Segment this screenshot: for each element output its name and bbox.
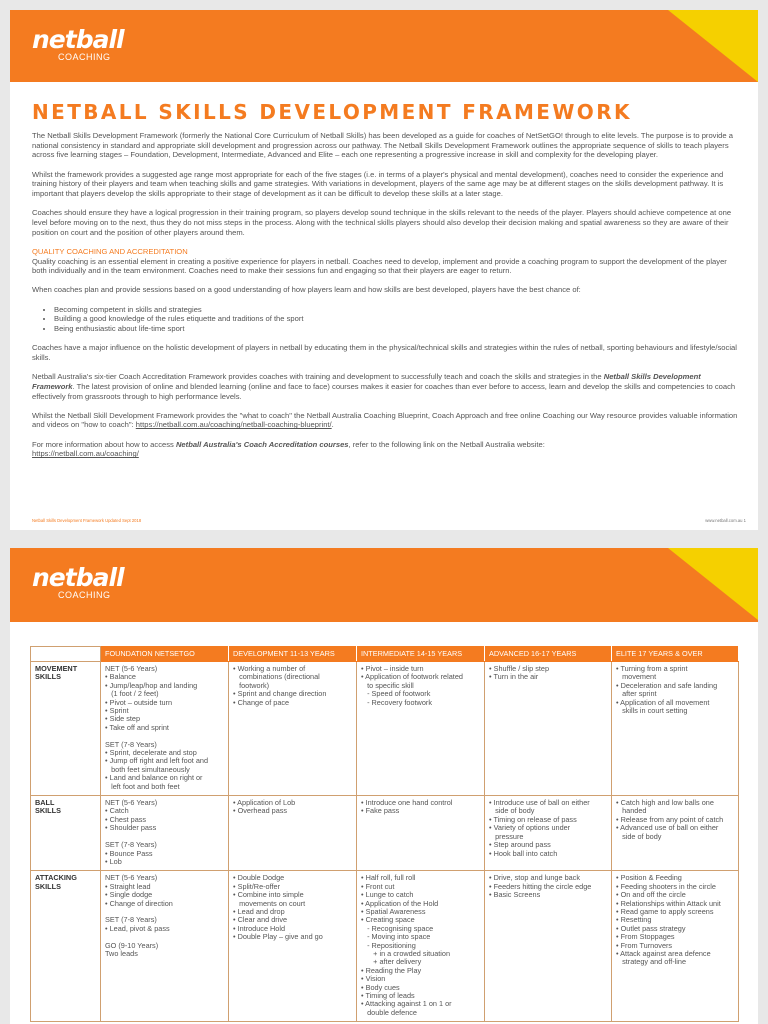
cell-text: skills in court setting xyxy=(616,706,688,716)
table-cell xyxy=(101,871,229,1022)
cell-text: - Recognising space xyxy=(361,923,434,933)
table-cell xyxy=(357,796,485,871)
cell-text: • Feeding shooters in the circle xyxy=(616,881,716,891)
netball-coaching-logo xyxy=(32,25,124,62)
text-span: . xyxy=(331,420,334,430)
row-header-text: BALL xyxy=(35,798,55,808)
cell-text: - Repositioning xyxy=(361,940,416,950)
cell-text: • On and off the circle xyxy=(616,890,686,900)
cell-text: • Advanced use of ball on either xyxy=(616,823,719,833)
cell-text: • Catch high and low balls one xyxy=(616,798,714,808)
header-banner xyxy=(10,548,758,622)
row-header-text: SKILLS xyxy=(35,806,61,816)
table-cell xyxy=(612,662,739,796)
cell-text: • Outlet pass strategy xyxy=(616,923,686,933)
logo-sub: COACHING xyxy=(58,52,111,62)
cell-text: + in a crowded situation xyxy=(361,948,451,958)
cell-text: • Half roll, full roll xyxy=(361,873,416,883)
banner-accent xyxy=(668,548,758,620)
cell-text: • Introduce use of ball on either xyxy=(489,798,590,808)
table-cell xyxy=(229,662,357,796)
cell-text: • Double Dodge xyxy=(233,873,285,883)
cell-text: • Turn in the air xyxy=(489,672,539,682)
page-title: NETBALL SKILLS DEVELOPMENT FRAMEWORK xyxy=(32,100,632,124)
text-span: , refer to the following link on the Netball Australia website: xyxy=(348,439,545,449)
cell-text: • Timing on release of pass xyxy=(489,814,577,824)
cell-text: • Timing of leads xyxy=(361,991,415,1000)
cell-text: • Vision xyxy=(361,974,386,984)
emphasis-courses: Netball Australia's Coach Accreditation courses xyxy=(175,439,349,449)
cell-text: • Creating space xyxy=(361,915,415,925)
row-header xyxy=(31,796,101,871)
cell-text: • Spatial Awareness xyxy=(361,906,426,916)
logo-brand: netball xyxy=(32,563,124,592)
blueprint-link[interactable]: https://netball.com.au/coaching/netball-coaching-blueprint/ xyxy=(135,420,332,430)
cell-text: • Pivot – inside turn xyxy=(361,664,424,673)
document-page-2 xyxy=(10,548,758,1024)
cell-text: pressure xyxy=(489,831,524,841)
cell-text: movements on court xyxy=(233,898,306,908)
cell-text: • Hook ball into catch xyxy=(489,848,558,858)
paragraph-influence: Coaches have a major influence on the holistic development of players in netball by educating them in the physical/technical skills and strategies within the rules of netball, sporting behaviours and lifestyle/social skills. xyxy=(32,343,737,362)
cell-text: • Step around pass xyxy=(489,840,551,850)
list-item: • Building a good knowledge of the rules etiquette and traditions of the sport xyxy=(54,314,738,324)
cell-text: • Deceleration and safe landing xyxy=(616,680,718,690)
row-header xyxy=(31,871,101,1022)
cell-text: • Split/Re-offer xyxy=(233,881,281,891)
cell-text: • Catch xyxy=(105,806,129,816)
cell-text: - Moving into space xyxy=(361,932,431,942)
cell-text: • Front cut xyxy=(361,881,395,891)
cell-text: • Overhead pass xyxy=(233,806,288,816)
cell-text: • Sprint and change direction xyxy=(233,689,327,699)
table-cell xyxy=(357,662,485,796)
cell-text: • Shuffle / slip step xyxy=(489,664,550,673)
table-cell xyxy=(612,871,739,1022)
cell-text: - Speed of footwork xyxy=(361,689,431,699)
cell-text: • Position & Feeding xyxy=(616,873,682,883)
cell-text: • Lob xyxy=(105,856,122,866)
cell-text: + after delivery xyxy=(361,957,422,967)
table-cell xyxy=(101,796,229,871)
cell-text: • Land and balance on right or xyxy=(105,773,203,783)
netball-coaching-logo xyxy=(32,563,124,600)
table-body xyxy=(31,662,739,1022)
column-header: FOUNDATION NETSETGO xyxy=(101,647,229,662)
cell-text: • Application of Lob xyxy=(233,798,296,808)
cell-text: • Variety of options under xyxy=(489,823,571,833)
table-cell xyxy=(229,871,357,1022)
cell-text: • Introduce Hold xyxy=(233,923,286,933)
paragraph-more-info xyxy=(32,440,738,459)
cell-text: • Application of all movement xyxy=(616,697,710,707)
cell-text: • Sprint, decelerate and stop xyxy=(105,748,197,758)
cell-text: • Bounce Pass xyxy=(105,848,153,858)
cell-text: • Shoulder pass xyxy=(105,823,157,833)
cell-text: • Chest pass xyxy=(105,814,147,824)
text-span: . The latest provision of online and blended learning (online and face to face) courses makes it easier for coaches than ever before to access, learn and develop the skills and competencies to coach effectively from grassroots through to high performance levels. xyxy=(32,381,736,401)
cell-text: • Side step xyxy=(105,714,141,724)
table-header-row xyxy=(31,647,739,662)
cell-text: double defence xyxy=(361,1007,417,1017)
cell-text: • Lunge to catch xyxy=(361,890,414,900)
cell-text: • Double Play – give and go xyxy=(233,932,323,942)
cell-text: • Working a number of xyxy=(233,664,306,673)
cell-text: • Change of direction xyxy=(105,898,173,908)
column-header: DEVELOPMENT 11-13 YEARS xyxy=(229,647,357,662)
cell-text: • Jump off right and left foot and xyxy=(105,756,209,766)
cell-text: • From Stoppages xyxy=(616,932,675,942)
paragraph-accreditation xyxy=(32,372,738,401)
cell-text: • Take off and sprint xyxy=(105,722,169,732)
emphasis-framework: Netball Skills Development Framework xyxy=(32,372,701,391)
header-banner xyxy=(10,10,758,82)
cell-text: handed xyxy=(616,806,647,816)
paragraph-intro: The Netball Skills Development Framework (formerly the National Core Curriculum of Netball Skills) has been developed as a guide for coaches of NetSetGO! through to elite levels. The purpose is to provide a national consistency in standard and appropriate skill development and progression across our pathway. The Netball Skills Development Framework outlines the appropriate sequence of skills to teach players across five learning stages – Foundation, Development, Intermediate, Advanced and Elite – each one representing a progressive increase in skill and complexity for the developing player. xyxy=(32,131,733,160)
cell-text: • Attack against area defence xyxy=(616,948,711,958)
row-header-text: MOVEMENT xyxy=(35,664,78,673)
cell-text: footwork) xyxy=(233,680,270,690)
cell-text: • Lead and drop xyxy=(233,906,285,916)
cell-text: • Application of footwork related xyxy=(361,672,463,682)
cell-text: • Pivot – outside turn xyxy=(105,697,173,707)
table-row xyxy=(31,662,739,796)
paragraph-quality: Quality coaching is an essential element in creating a positive experience for players in netball. Coaches need to develop, implement and provide a coaching program to support the development of the player both individually and in the team environment. Coaches need to make their sessions fun and engaging so that their players are eager to return. xyxy=(32,256,727,276)
cell-text: both feet simultaneously xyxy=(105,764,190,774)
text-span: Whilst the Netball Skill Development Framework provides the "what to coach" the Netball Australia Coaching Blueprint, Coach Approach and free online Coaching our Way resource provides valuable information and videos on "how to coach": xyxy=(32,410,738,430)
cell-text: • Relationships within Attack unit xyxy=(616,898,721,908)
cell-text: strategy and off-line xyxy=(616,957,687,967)
cell-text: • Combine into simple xyxy=(233,890,304,900)
footer-right: www.netball.com.au 1 xyxy=(705,518,746,523)
column-header: ADVANCED 16-17 YEARS xyxy=(485,647,612,662)
cell-text: • Basic Screens xyxy=(489,890,541,900)
cell-text: side of body xyxy=(489,806,535,816)
paragraph-age-range: Whilst the framework provides a suggested age range most appropriate for each of the five stages (i.e. in terms of a player's physical and mental development), coaches need to consider the experience and training history of their players and team when teaching skills and game strategies. With variations in development, players of the same age may be at different stages on the skills development pathway. It is important that players develop the skills appropriate to their stage of development as it can be difficult to develop these skills at a later stage. xyxy=(32,169,724,199)
column-header xyxy=(31,647,101,662)
cell-text: • Read game to apply screens xyxy=(616,906,714,916)
row-header-text: ATTACKING xyxy=(35,873,77,883)
cell-text: • Straight lead xyxy=(105,881,151,891)
cell-text: • Feeders hitting the circle edge xyxy=(489,881,592,891)
text-span: For more information about how to access xyxy=(32,439,174,449)
cell-text: • Introduce one hand control xyxy=(361,798,453,808)
list-item: • Becoming competent in skills and strategies xyxy=(54,305,738,315)
paragraph-blueprint xyxy=(32,411,738,430)
cell-text: SET (7-8 Years) xyxy=(105,840,157,850)
cell-text: to specific skill xyxy=(361,680,414,690)
cell-text: (1 foot / 2 feet) xyxy=(105,689,159,699)
cell-text: • Change of pace xyxy=(233,697,290,707)
cell-text: left foot and both feet xyxy=(105,781,180,791)
cell-text: • Body cues xyxy=(361,982,400,992)
table-cell xyxy=(485,796,612,871)
table-cell xyxy=(229,796,357,871)
table-cell xyxy=(101,662,229,796)
cell-text: • Clear and drive xyxy=(233,915,288,925)
table-cell xyxy=(357,871,485,1022)
cell-text: side of body xyxy=(616,831,662,841)
text-span: Netball Australia's six-tier Coach Accreditation Framework provides coaches with training and development to successfully teach and coach the skills and strategies in the xyxy=(32,372,602,382)
cell-text: NET (5-6 Years) xyxy=(105,664,158,673)
row-header-text: SKILLS xyxy=(35,672,61,682)
cell-text: • Fake pass xyxy=(361,806,400,816)
cell-text: SET (7-8 Years) xyxy=(105,915,157,925)
logo-sub: COACHING xyxy=(58,590,111,600)
cell-text: movement xyxy=(616,672,657,682)
cell-text: • Lead, pivot & pass xyxy=(105,923,170,933)
banner-accent xyxy=(668,10,758,82)
cell-text: GO (9-10 Years) xyxy=(105,940,159,950)
paragraph-planning: When coaches plan and provide sessions based on a good understanding of how players learn and how skills are best developed, players have the best chance of: xyxy=(32,285,581,295)
cell-text: - Recovery footwork xyxy=(361,697,432,707)
logo-brand: netball xyxy=(32,25,124,54)
table-row xyxy=(31,871,739,1022)
cell-text: • Attacking against 1 on 1 or xyxy=(361,999,452,1009)
section-heading: QUALITY COACHING AND ACCREDITATION xyxy=(32,246,188,256)
table-cell xyxy=(485,871,612,1022)
column-header: ELITE 17 YEARS & OVER xyxy=(612,647,739,662)
cell-text: • Balance xyxy=(105,672,136,682)
footer-left: Netball Skills Development Framework Updated Sept 2018 xyxy=(32,518,142,523)
cell-text: combinations (directional xyxy=(233,672,320,682)
cell-text: NET (5-6 Years) xyxy=(105,798,158,808)
row-header xyxy=(31,662,101,796)
cell-text: • Jump/leap/hop and landing xyxy=(105,680,198,690)
cell-text: • Reading the Play xyxy=(361,965,422,975)
cell-text: SET (7-8 Years) xyxy=(105,739,157,749)
paragraph-progression: Coaches should ensure they have a logical progression in their training program, so players develop sound technique in the skills relevant to the needs of the player. Players should achieve competence at one level before moving on to the next, thus they do not miss steps in the process. Along with the technical skills players should also develop their decision making and spatial awareness so they are aware of their position on court and the position of other players around them. xyxy=(32,208,732,237)
table-row xyxy=(31,796,739,871)
document-page-1 xyxy=(10,10,758,530)
body-text xyxy=(32,131,738,469)
skills-table xyxy=(30,646,739,1022)
table-cell xyxy=(485,662,612,796)
cell-text: • Single dodge xyxy=(105,890,153,900)
column-header: INTERMEDIATE 14-15 YEARS xyxy=(357,647,485,662)
cell-text: • Turning from a sprint xyxy=(616,664,688,673)
coaching-link[interactable]: https://netball.com.au/coaching/ xyxy=(32,449,139,459)
cell-text: • Drive, stop and lunge back xyxy=(489,873,580,883)
bullet-list xyxy=(32,305,738,334)
table-cell xyxy=(612,796,739,871)
cell-text: • Application of the Hold xyxy=(361,898,439,908)
cell-text: NET (5-6 Years) xyxy=(105,873,158,883)
cell-text: after sprint xyxy=(616,689,657,699)
cell-text: • Release from any point of catch xyxy=(616,814,724,824)
cell-text: Two leads xyxy=(105,948,138,958)
cell-text: • From Turnovers xyxy=(616,940,673,950)
cell-text: • Sprint xyxy=(105,706,129,716)
row-header-text: SKILLS xyxy=(35,881,61,891)
cell-text: • Resetting xyxy=(616,915,652,925)
list-item: • Being enthusiastic about life-time sport xyxy=(54,324,738,334)
